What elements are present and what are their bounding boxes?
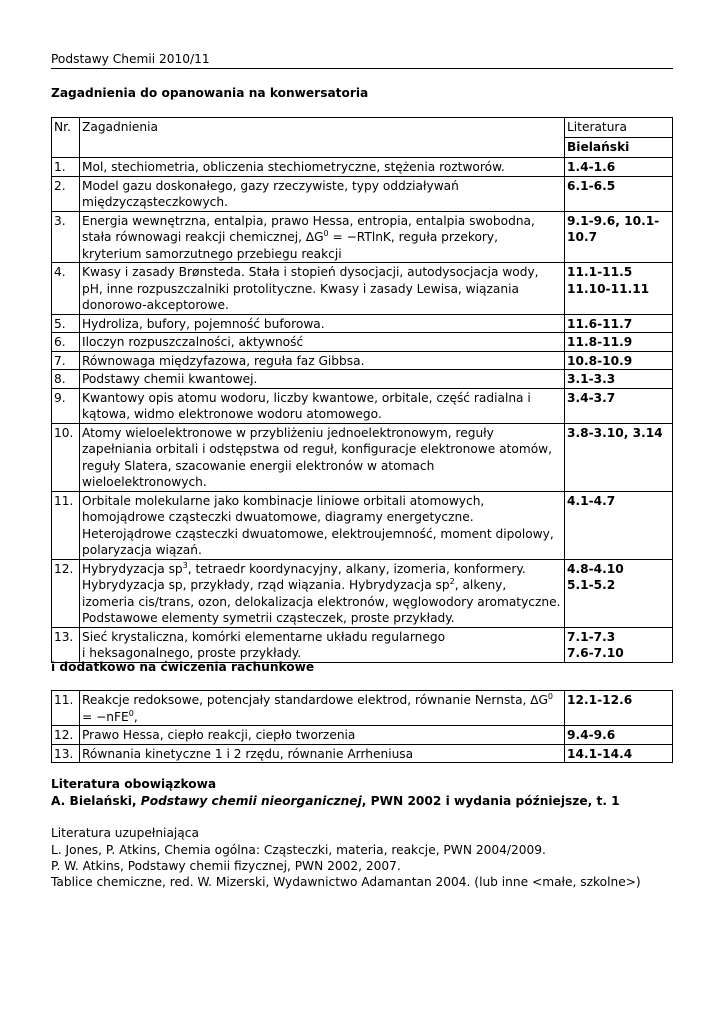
row-topic: Model gazu doskonałego, gazy rzeczywiste, typy oddziaływań międzycząsteczkowych. — [80, 176, 565, 211]
row-topic: Atomy wieloelektronowe w przybliżeniu jednoelektronowym, reguły zapełniania orbitali i odstępstwa od reguł, konfiguracje elektronowe atomów, reguły Slatera, szacowanie energii elektronów w atomach wieloelektronowych. — [80, 423, 565, 491]
row-topic: Podstawy chemii kwantowej. — [80, 370, 565, 389]
row-literature: 7.1-7.3 7.6-7.10 — [565, 627, 673, 662]
table-row — [52, 370, 673, 389]
row-literature: 4.8-4.10 5.1-5.2 — [565, 559, 673, 627]
table-row — [52, 627, 673, 662]
row-literature: 14.1-14.4 — [565, 744, 673, 763]
col-literature-header: Literatura — [565, 118, 673, 138]
table-row — [52, 351, 673, 370]
row-literature: 3.8-3.10, 3.14 — [565, 423, 673, 491]
row-topic: Energia wewnętrzna, entalpia, prawo Hessa, entropia, entalpia swobodna, stała równowagi reakcji chemicznej, $\Delta G^0 = -RTlnK$, reguła przekory, kryterium samorzutnego przebiegu reakcji — [80, 211, 565, 263]
col-topics-header: Zagadnienia — [80, 118, 565, 158]
row-topic: Reakcje redoksowe, potencjały standardowe elektrod, równanie Nernsta, $\Delta G^0$ = −nFE$^0$, — [80, 691, 565, 726]
table-row — [52, 388, 673, 423]
row-literature: 6.1-6.5 — [565, 176, 673, 211]
col-literature-subheader: Bielański — [565, 138, 673, 158]
row-nr: 5. — [52, 314, 80, 333]
row-topic: Kwantowy opis atomu wodoru, liczby kwantowe, orbitale, część radialna i kątowa, widmo elektronowe wodoru atomowego. — [80, 388, 565, 423]
row-literature: 1.4-1.6 — [565, 158, 673, 177]
table-row — [52, 176, 673, 211]
row-nr: 11. — [52, 491, 80, 559]
table-row — [52, 559, 673, 627]
row-topic: Orbitale molekularne jako kombinacje liniowe orbitali atomowych, homojądrowe cząsteczki dwuatomowe, diagramy energetyczne. Heterojądrowe cząsteczki dwuatomowe, elektroujemność, moment dipolowy, polaryzacja wiązań. — [80, 491, 565, 559]
row-literature: 10.8-10.9 — [565, 351, 673, 370]
row-topic: Równania kinetyczne 1 i 2 rzędu, równanie Arrheniusa — [80, 744, 565, 763]
row-nr: 1. — [52, 158, 80, 177]
table-header-row — [52, 118, 673, 138]
row-nr: 13. — [52, 744, 80, 763]
page-header: Podstawy Chemii 2010/11 — [51, 52, 673, 69]
row-topic: Iloczyn rozpuszczalności, aktywność — [80, 333, 565, 352]
required-literature-entry: A. Bielański, Podstawy chemii nieorganicznej, PWN 2002 i wydania późniejsze, t. 1 — [51, 794, 620, 808]
row-literature: 9.4-9.6 — [565, 726, 673, 745]
supplementary-literature-entry: Tablice chemiczne, red. W. Mizerski, Wydawnictwo Adamantan 2004. (lub inne <małe, szkolne>) — [51, 875, 641, 889]
row-literature: 11.6-11.7 — [565, 314, 673, 333]
row-topic: Kwasy i zasady Brønsteda. Stała i stopień dysocjacji, autodysocjacja wody, pH, inne rozpuszczalniki protolityczne. Kwasy i zasady Lewisa, wiązania donorowo-akceptorowe. — [80, 263, 565, 315]
row-nr: 11. — [52, 691, 80, 726]
table-row — [52, 691, 673, 726]
row-nr: 2. — [52, 176, 80, 211]
row-topic: Mol, stechiometria, obliczenia stechiometryczne, stężenia roztworów. — [80, 158, 565, 177]
extra-topics-table — [51, 690, 673, 763]
table-row — [52, 158, 673, 177]
topics-table — [51, 117, 673, 663]
row-topic: Prawo Hessa, ciepło reakcji, ciepło tworzenia — [80, 726, 565, 745]
table-row — [52, 263, 673, 315]
row-nr: 8. — [52, 370, 80, 389]
table-row — [52, 333, 673, 352]
row-nr: 10. — [52, 423, 80, 491]
row-nr: 9. — [52, 388, 80, 423]
table-row — [52, 744, 673, 763]
row-nr: 13. — [52, 627, 80, 662]
row-nr: 3. — [52, 211, 80, 263]
table-row — [52, 726, 673, 745]
required-literature-title: Literatura obowiązkowa — [51, 777, 217, 791]
table-row — [52, 491, 673, 559]
table-row — [52, 211, 673, 263]
extra-section-title: i dodatkowo na ćwiczenia rachunkowe — [51, 660, 315, 674]
row-topic: Hybrydyzacja $sp^3$, tetraedr koordynacyjny, alkany, izomeria, konformery. Hybrydyzacja sp, przykłady, rząd wiązania. Hybrydyzacja $sp^2$, alkeny, izomeria cis/trans, ozon, delokalizacja elektronów, węglowodory aromatyczne. Podstawowe elementy symetrii cząsteczek, proste przykłady. — [80, 559, 565, 627]
col-nr-header: Nr. — [52, 118, 80, 158]
row-nr: 4. — [52, 263, 80, 315]
row-nr: 12. — [52, 559, 80, 627]
row-literature: 12.1-12.6 — [565, 691, 673, 726]
row-literature: 3.4-3.7 — [565, 388, 673, 423]
supplementary-literature-entry: P. W. Atkins, Podstawy chemii fizycznej, PWN 2002, 2007. — [51, 859, 401, 873]
row-nr: 12. — [52, 726, 80, 745]
row-topic: Równowaga międzyfazowa, reguła faz Gibbsa. — [80, 351, 565, 370]
section-title: Zagadnienia do opanowania na konwersatoria — [51, 86, 369, 100]
row-literature: 11.8-11.9 — [565, 333, 673, 352]
row-nr: 6. — [52, 333, 80, 352]
row-literature: 9.1-9.6, 10.1-10.7 — [565, 211, 673, 263]
supplementary-literature-entry: L. Jones, P. Atkins, Chemia ogólna: Cząsteczki, materia, reakcje, PWN 2004/2009. — [51, 843, 546, 857]
row-literature: 3.1-3.3 — [565, 370, 673, 389]
row-literature: 11.1-11.5 11.10-11.11 — [565, 263, 673, 315]
row-topic: Sieć krystaliczna, komórki elementarne układu regularnego i heksagonalnego, proste przykłady. — [80, 627, 565, 662]
table-row — [52, 423, 673, 491]
row-topic: Hydroliza, bufory, pojemność buforowa. — [80, 314, 565, 333]
table-row — [52, 314, 673, 333]
row-nr: 7. — [52, 351, 80, 370]
supplementary-literature-title: Literatura uzupełniająca — [51, 826, 199, 840]
row-literature: 4.1-4.7 — [565, 491, 673, 559]
